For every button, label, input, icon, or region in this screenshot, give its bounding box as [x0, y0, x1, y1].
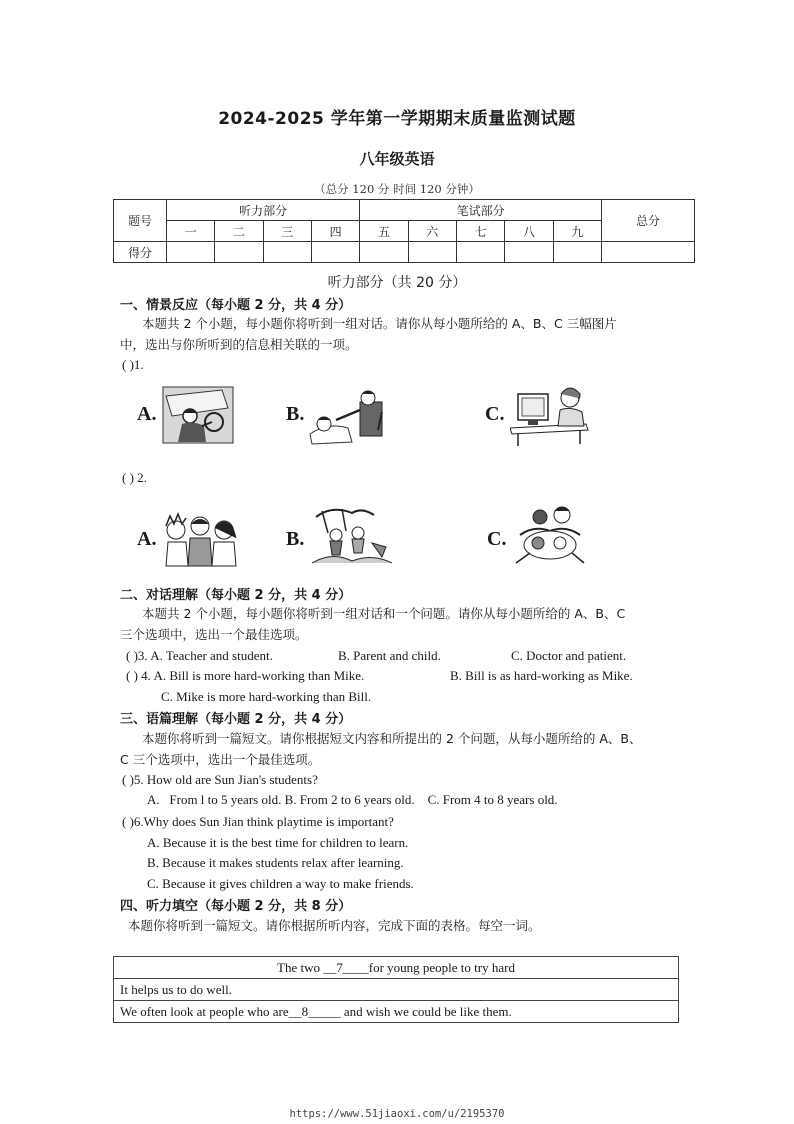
question-6-option-a: A. Because it is the best time for children to learn.: [147, 835, 409, 850]
question-5: ( )5. How old are Sun Jian's students?: [122, 772, 318, 787]
question-4-option-c: C. Mike is more hard-working than Bill.: [161, 689, 372, 704]
num-cell: 八: [505, 221, 553, 242]
num-cell: 一: [167, 221, 215, 242]
family-group-picture[interactable]: [510, 505, 590, 569]
section4-instructions: 本题你将听到一篇短文。请你根据所听内容，完成下面的表格。每空一词。: [128, 918, 541, 933]
doctor-and-patient-picture[interactable]: [308, 386, 388, 446]
section1-instructions-1: 本题共 2 个小题，每小题你将听到一组对话。请你从每小题所给的 A、B、C 三幅图片: [142, 316, 617, 331]
num-cell: 五: [360, 221, 408, 242]
section4-heading: 四、听力填空（每小题 2 分，共 8 分）: [120, 899, 352, 914]
num-cell: 六: [408, 221, 456, 242]
option-a-label: A.: [137, 403, 157, 425]
section2-instructions-1: 本题共 2 个小题，每小题你将听到一组对话和一个问题。请你从每小题所给的 A、B、C: [142, 606, 626, 621]
question-4: ( ) 4. A. Bill is more hard-working than Mike.: [126, 668, 365, 683]
fill-row-2: It helps us to do well.: [114, 979, 679, 1001]
question-6-option-b: B. Because it makes students relax after learning.: [147, 855, 404, 870]
section3-instructions-2: C 三个选项中，选出一个最佳选项。: [120, 752, 321, 767]
num-cell: 二: [215, 221, 263, 242]
footer-url[interactable]: https://www.51jiaoxi.com/u/2195370: [289, 1108, 505, 1120]
option-c-label: C.: [487, 528, 507, 550]
section2-heading: 二、对话理解（每小题 2 分，共 4 分）: [120, 588, 352, 603]
total-header: 总分: [602, 200, 695, 242]
section3-heading: 三、语篇理解（每小题 2 分，共 4 分）: [120, 712, 352, 727]
exam-title: 2024-2025 学年第一学期期末质量监测试题: [218, 109, 576, 129]
num-cell: 四: [311, 221, 359, 242]
blank-8[interactable]: __8_____: [288, 1003, 341, 1019]
written-header: 笔试部分: [360, 200, 602, 221]
listening-title: 听力部分（共 20 分）: [327, 275, 467, 291]
driver-in-car-picture[interactable]: [162, 386, 234, 444]
score-cell[interactable]: [360, 242, 408, 263]
score-cell[interactable]: [167, 242, 215, 263]
option-b-label: B.: [286, 403, 305, 425]
num-cell: 三: [263, 221, 311, 242]
score-cell[interactable]: [553, 242, 601, 263]
question-3: ( )3. A. Teacher and student.: [126, 648, 273, 663]
question-5-options: A. From l to 5 years old. B. From 2 to 6 years old. C. From 4 to 8 years old.: [147, 792, 558, 807]
score-cell[interactable]: [456, 242, 504, 263]
section2-instructions-2: 三个选项中，选出一个最佳选项。: [120, 627, 308, 642]
option-b-label: B.: [286, 528, 305, 550]
score-cell[interactable]: [505, 242, 553, 263]
children-playing-picture[interactable]: [160, 508, 240, 570]
option-a-label: A.: [137, 528, 157, 550]
question-3-option-b: B. Parent and child.: [338, 648, 441, 663]
score-table: [113, 199, 695, 263]
question-4-option-b: B. Bill is as hard-working as Mike.: [450, 668, 633, 683]
question-6: ( )6.Why does Sun Jian think playtime is important?: [122, 814, 394, 829]
score-cell[interactable]: [215, 242, 263, 263]
section3-instructions-1: 本题你将听到一篇短文。请你根据短文内容和所提出的 2 个问题，从每小题所给的 A、B、: [142, 731, 642, 746]
num-cell: 七: [456, 221, 504, 242]
exam-note: （总分 120 分 时间 120 分钟）: [314, 182, 480, 196]
question-2: ( ) 2.: [122, 470, 147, 485]
question-3-option-c: C. Doctor and patient.: [511, 648, 627, 663]
listening-header: 听力部分: [167, 200, 360, 221]
outdoor-scene-picture[interactable]: [312, 503, 392, 569]
score-cell[interactable]: [602, 242, 695, 263]
row-label: 得分: [114, 242, 167, 263]
exam-subtitle: 八年级英语: [359, 150, 435, 168]
option-c-label: C.: [485, 403, 505, 425]
fill-row-1-start: The two: [277, 959, 324, 975]
section1-heading: 一、情景反应（每小题 2 分，共 4 分）: [120, 298, 352, 313]
num-cell: 九: [553, 221, 601, 242]
fill-row-3-start: We often look at people who are: [120, 1003, 289, 1019]
listening-fill-table: [113, 956, 679, 1023]
fill-row-3-end: and wish we could be like them.: [340, 1003, 512, 1019]
score-cell[interactable]: [263, 242, 311, 263]
section1-instructions-2: 中，选出与你所听到的信息相关联的一项。: [120, 337, 358, 352]
score-cell[interactable]: [311, 242, 359, 263]
col-label: 题号: [114, 200, 167, 242]
score-cell[interactable]: [408, 242, 456, 263]
fill-row-1: [114, 957, 679, 979]
blank-7[interactable]: __7____: [323, 959, 369, 975]
fill-row-1-end: for young people to try hard: [368, 959, 515, 975]
fill-row-3: [114, 1001, 679, 1023]
question-1: ( )1.: [122, 357, 144, 372]
question-6-option-c: C. Because it gives children a way to make friends.: [147, 876, 414, 891]
computer-user-picture[interactable]: [510, 384, 592, 448]
